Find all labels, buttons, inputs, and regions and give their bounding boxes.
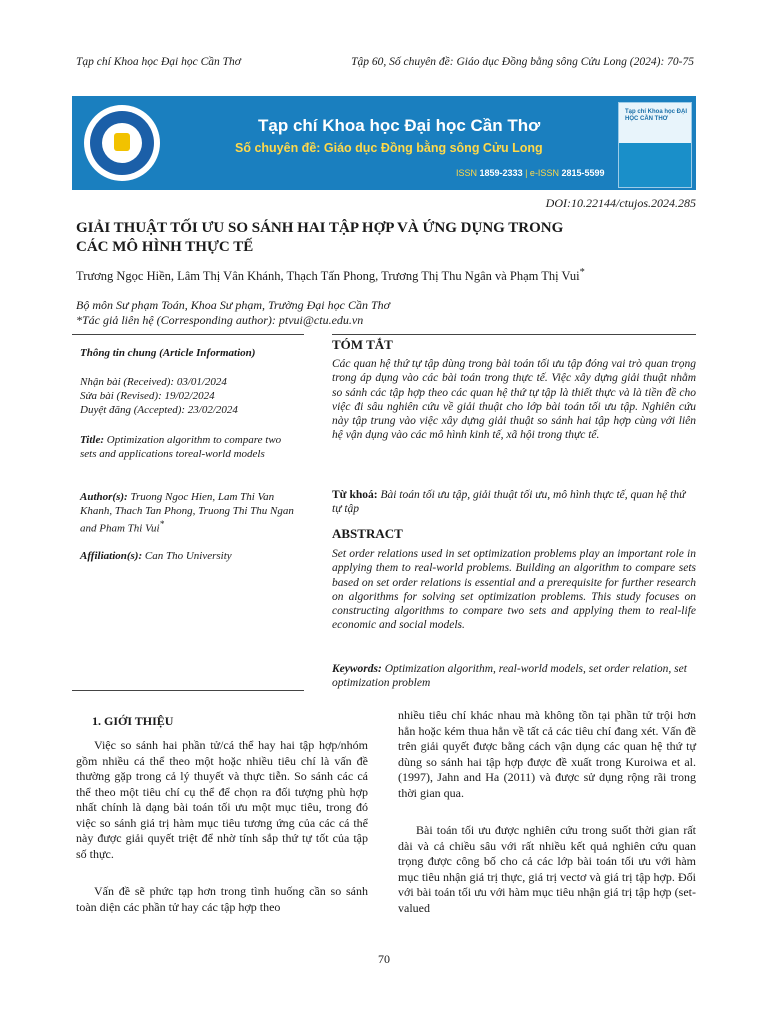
tomtat-heading: TÓM TẮT [332,337,393,352]
info-title: Title: Optimization algorithm to compare two sets and applications toreal-world models [80,434,282,460]
university-logo-icon [84,105,160,181]
journal-banner [72,96,696,190]
intro-paragraph-4: Bài toán tối ưu được nghiên cứu trong suốt thời gian rất dài và cả chiều sâu với rất nhiều kết quả nghiên cứu quan trọng được công bố cho cả các lớp bài toán tối ưu với hàm mục tiêu nhận giá trị thực, giá trị vectơ và giá trị tập hợp. Đối với bài toán tối ưu với hàm mục tiêu nhận giá trị tập hợp (set-valued [398,823,696,915]
paper-title: GIẢI THUẬT TỐI ƯU SO SÁNH HAI TẬP HỢP VÀ ỨNG DỤNG TRONG CÁC MÔ HÌNH THỰC TẾ [76,220,564,255]
banner-subtitle: Số chuyên đề: Giáo dục Đồng bằng sông Cửu Long [235,141,543,155]
abstract-keywords: Keywords: Optimization algorithm, real-world models, set order relation, set optimization problem [332,663,687,690]
running-header-journal: Tạp chí Khoa học Đại học Cần Thơ [76,56,241,68]
banner-issn: ISSN 1859-2333 | e-ISSN 2815-5599 [456,168,605,178]
tomtat-keywords: Từ khoá: Bài toán tối ưu tập, giải thuật tối ưu, mô hình thực tế, quan hệ thứ tự tập [332,489,686,516]
abstract-top-rule [332,334,696,335]
affiliation: Bộ môn Sư phạm Toán, Khoa Sư phạm, Trường Đại học Cần Thơ *Tác giả liên hệ (Corresponding author): ptvui@ctu.edu.vn [76,298,391,327]
info-heading: Thông tin chung (Article Information) [80,347,256,359]
banner-title: Tạp chí Khoa học Đại học Cần Thơ [258,116,541,135]
intro-paragraph-1: Việc so sánh hai phần tử/cá thể hay hai tập hợp/nhóm gồm nhiều cá thể theo một hoặc nhiều tiêu chí là vấn đề thường gặp trong cả lý thuyết và thực tiễn. So sánh các cá thể theo một tiêu chí cụ thể để chọn ra đối tượng phù hợp nhất chính là dạng bài toán tối ưu một mục tiêu, trong đó việc so sánh giá trị hàm mục tiêu tương ứng của các cá thể này được giải quyết triệt để nhờ tính sắp thứ tự tốt của tập số thực. [76,738,368,861]
info-affiliation: Affiliation(s): Can Tho University [80,550,232,562]
abstract-heading: ABSTRACT [332,526,403,541]
abstract-text: Set order relations used in set optimization problems play an important role in applying them to real-world problems. Building an algorithm to compare sets based on set order relations is essential and a prerequisite for further research on algorithms for solving set optimization problems. This study focuses on constructing algorithms to compare two sets and applying them to real-life economic and social models. [332,548,696,632]
section-heading-introduction: 1. GIỚI THIỆU [92,714,174,728]
corresponding-author: *Tác giả liên hệ (Corresponding author): ptvui@ctu.edu.vn [76,313,364,327]
author-list: Trương Ngọc Hiền, Lâm Thị Vân Khánh, Thạch Tấn Phong, Trương Thị Thu Ngân và Phạm Thị Vui* [76,267,585,284]
page-number: 70 [378,952,390,966]
article-dates: Nhận bài (Received): 03/01/2024 Sửa bài (Revised): 19/02/2024 Duyệt đăng (Accepted): 23/02/2024 [80,376,238,416]
tomtat-text: Các quan hệ thứ tự tập dùng trong bài toán tối ưu tập đóng vai trò quan trọng trong áp dụng vào các bài toán trong thực tế. Việc xây dựng giải thuật nhằm so sánh các tập hợp theo các quan hệ thứ tự tập là thiết thực và là tiền đề cho việc đi sâu nghiên cứu về giải thuật cho lớp bài toán tối ưu tập. Nghiên cứu này tập trung vào việc xây dựng giải thuật so sánh hai tập hợp cùng với liên hệ vận dụng vào các mô hình kinh tế, xã hội trong thực tế. [332,358,696,442]
doi: DOI:10.22144/ctujos.2024.285 [545,196,696,210]
intro-paragraph-2: Vấn đề sẽ phức tạp hơn trong tình huống cần so sánh toàn diện các phần tử hay các tập hợp theo [76,884,368,914]
info-authors: Author(s): Truong Ngoc Hien, Lam Thi Van Khanh, Thach Tan Phong, Truong Thi Thu Ngan and Pham Thi Vui* [80,491,294,535]
intro-paragraph-3: nhiều tiêu chí khác nhau mà không tồn tại phần tử trội hơn hẳn hoặc kém thua hẳn về tất cả các tiêu chí đang xét. Vấn đề trên giải quyết được bằng cách vận dụng các quan hệ thứ tự dùng so sánh hai tập hợp được đề xuất trong Kuroiwa et al. (1997), Jahn and Ha (2011) và được sử dụng rộng rãi trong thời gian qua. [398,708,696,800]
journal-cover-thumbnail: Tạp chí Khoa học ĐẠI HỌC CẦN THƠ [618,102,692,188]
running-header-issue: Tập 60, Số chuyên đề: Giáo dục Đồng bằng sông Cửu Long (2024): 70-75 [351,56,694,68]
